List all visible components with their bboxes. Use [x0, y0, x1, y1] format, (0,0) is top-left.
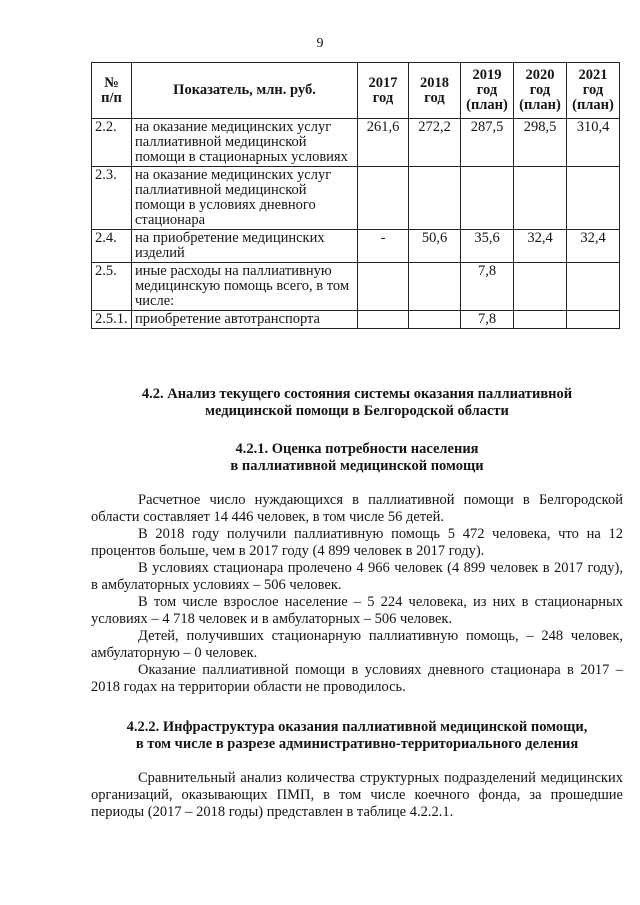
header-year-2020: 2020 год (план): [514, 63, 567, 119]
row-indicator: приобретение автотранспорта: [132, 311, 358, 329]
table-row: [92, 263, 620, 311]
cell-2019: [461, 167, 514, 230]
table-row: [92, 167, 620, 230]
cell-2017: [358, 167, 409, 230]
cell-2019: 287,5: [461, 119, 514, 167]
header-indicator: Показатель, млн. руб.: [132, 63, 358, 119]
cell-2021: 310,4: [567, 119, 620, 167]
cell-2020: 32,4: [514, 230, 567, 263]
paragraph: В том числе взрослое население – 5 224 человека, из них в стационарных условиях – 4 718 человек и в амбулаторных – 506 человек.: [91, 594, 623, 627]
paragraph: Оказание паллиативной помощи в условиях дневного стационара в 2017 – 2018 годах на территории области не проводилось.: [91, 662, 623, 695]
row-indicator: иные расходы на паллиативную медицинскую помощь всего, в том числе:: [132, 263, 358, 311]
cell-2018: [409, 311, 461, 329]
row-indicator: на приобретение медицинских изделий: [132, 230, 358, 263]
section-body-4-2-2: [91, 770, 623, 821]
cell-2019: 7,8: [461, 263, 514, 311]
header-year-2018: 2018 год: [409, 63, 461, 119]
page-number: 9: [316, 36, 324, 51]
cell-2021: [567, 311, 620, 329]
section-heading-4-2-1: 4.2.1. Оценка потребности населения в паллиативной медицинской помощи: [230, 441, 484, 474]
paragraph: В 2018 году получили паллиативную помощь 5 472 человека, что на 12 процентов больше, чем в 2017 году (4 899 человек в 2017 году).: [91, 526, 623, 559]
cell-2021: [567, 167, 620, 230]
cell-2018: [409, 167, 461, 230]
section-body-4-2-1: [91, 492, 623, 696]
header-num: № п/п: [92, 63, 132, 119]
cell-2021: 32,4: [567, 230, 620, 263]
cell-2018: 272,2: [409, 119, 461, 167]
header-year-2017: 2017 год: [358, 63, 409, 119]
cell-2021: [567, 263, 620, 311]
table-row: [92, 119, 620, 167]
header-year-2021: 2021 год (план): [567, 63, 620, 119]
cell-2017: [358, 263, 409, 311]
paragraph: В условиях стационара пролечено 4 966 человек (4 899 человек в 2017 году), в амбулаторных условиях – 506 человек.: [91, 560, 623, 593]
row-number: 2.2.: [92, 119, 132, 167]
cell-2020: 298,5: [514, 119, 567, 167]
row-number: 2.4.: [92, 230, 132, 263]
cell-2018: 50,6: [409, 230, 461, 263]
row-number: 2.5.: [92, 263, 132, 311]
cell-2017: 261,6: [358, 119, 409, 167]
cell-2018: [409, 263, 461, 311]
cell-2020: [514, 263, 567, 311]
cell-2020: [514, 167, 567, 230]
table-row: [92, 230, 620, 263]
paragraph: Детей, получивших стационарную паллиативную помощь, – 248 человек, амбулаторную – 0 человек.: [91, 628, 623, 661]
cell-2019: 35,6: [461, 230, 514, 263]
cell-2017: [358, 311, 409, 329]
header-year-2019: 2019 год (план): [461, 63, 514, 119]
table-row: [92, 311, 620, 329]
row-number: 2.5.1.: [92, 311, 132, 329]
section-heading-4-2: 4.2. Анализ текущего состояния системы оказания паллиативной медицинской помощи в Белгородской области: [141, 386, 573, 419]
paragraph: Сравнительный анализ количества структурных подразделений медицинских организаций, оказывающих ПМП, в том числе коечного фонда, за прошедшие периоды (2017 – 2018 годы) представлен в таблице 4.2.2.1.: [91, 770, 623, 820]
paragraph: Расчетное число нуждающихся в паллиативной помощи в Белгородской области составляет 14 446 человек, в том числе 56 детей.: [91, 492, 623, 525]
cell-2017: -: [358, 230, 409, 263]
cell-2020: [514, 311, 567, 329]
row-number: 2.3.: [92, 167, 132, 230]
table-header-row: [92, 63, 620, 119]
cell-2019: 7,8: [461, 311, 514, 329]
section-heading-4-2-2: 4.2.2. Инфраструктура оказания паллиативной медицинской помощи, в том числе в разрезе административно-территориального деления: [126, 719, 588, 752]
indicators-table: [91, 62, 620, 329]
row-indicator: на оказание медицинских услуг паллиативной медицинской помощи в условиях дневного стационара: [132, 167, 358, 230]
row-indicator: на оказание медицинских услуг паллиативной медицинской помощи в стационарных условиях: [132, 119, 358, 167]
